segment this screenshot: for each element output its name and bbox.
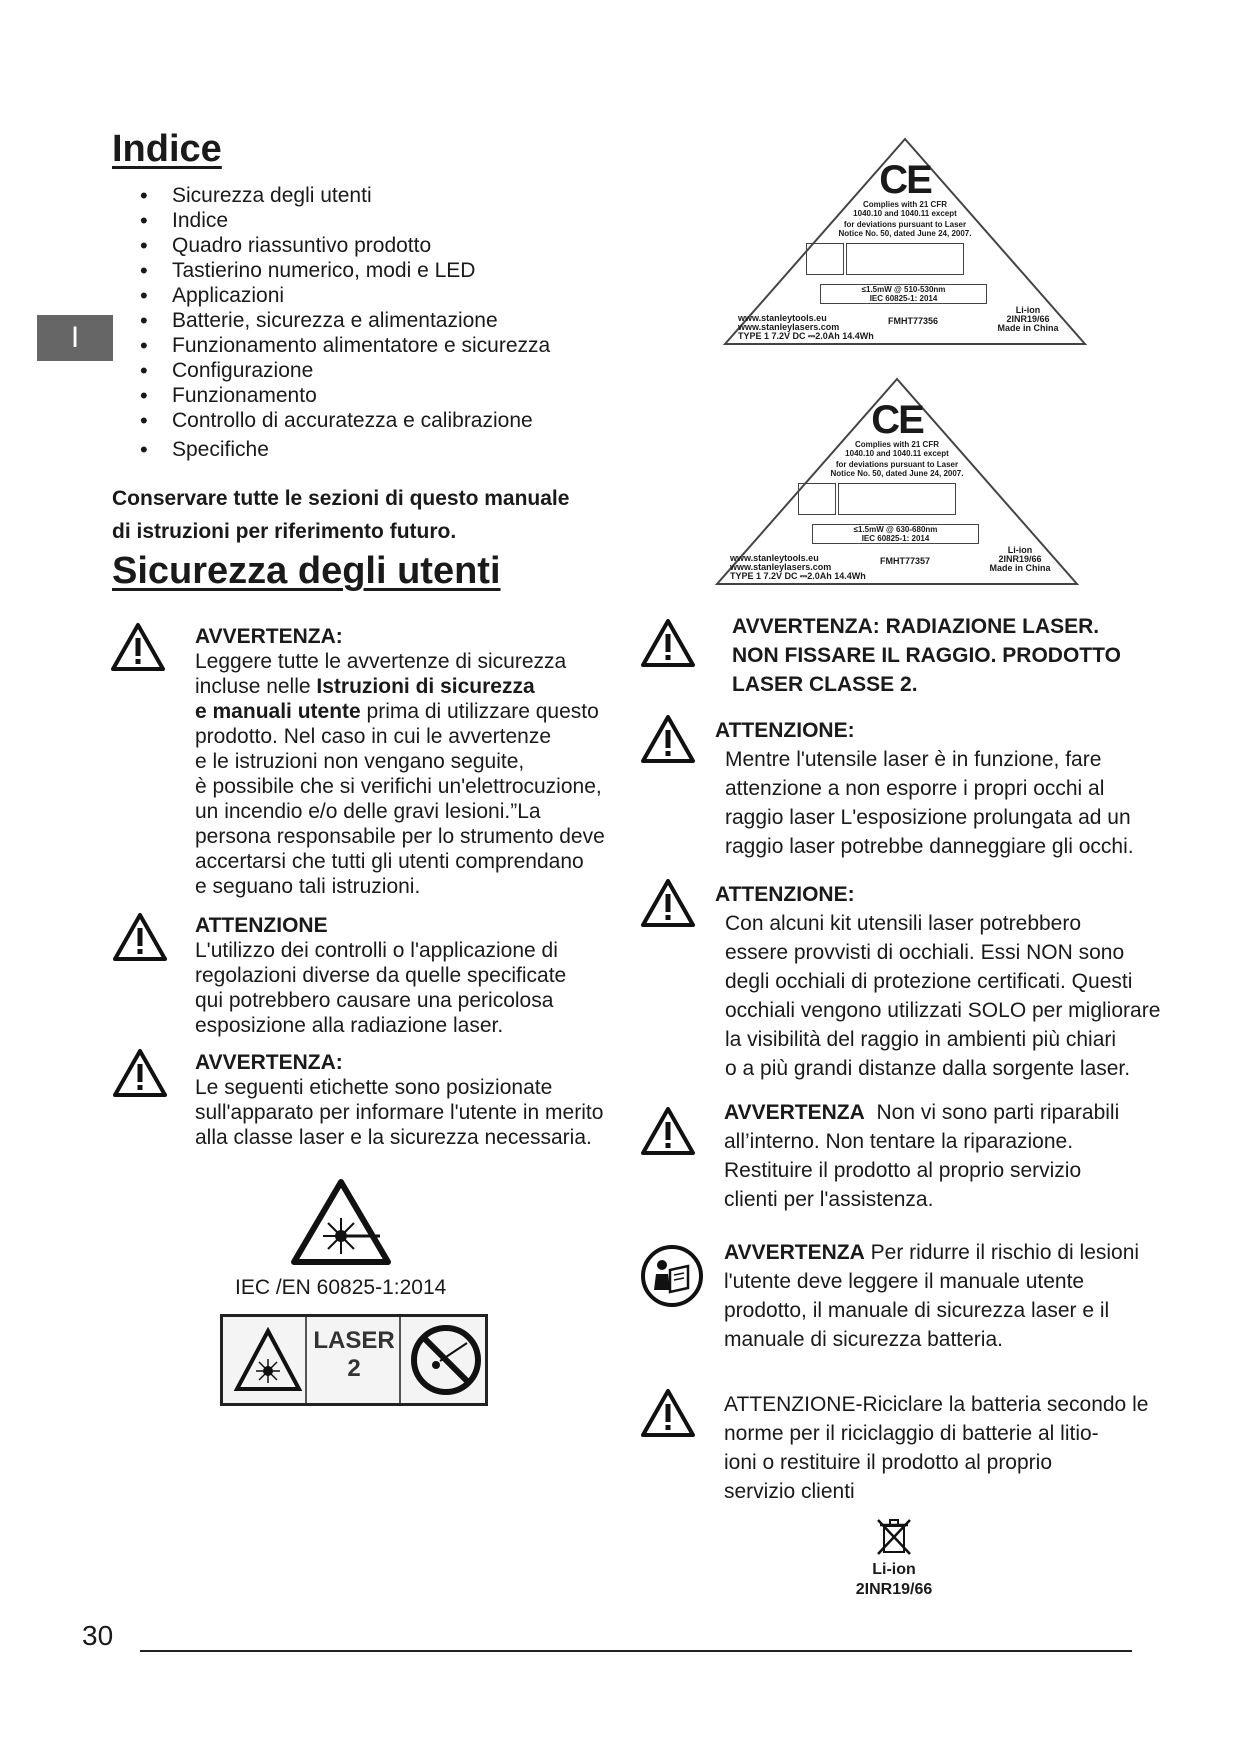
toc-title: Indice <box>112 128 222 170</box>
toc-item[interactable]: • Indice <box>112 208 632 233</box>
warning-triangle-icon <box>110 622 166 672</box>
caution-controls: ATTENZIONE L'utilizzo dei controlli o l'applicazione di regolazioni diverse da quelle specificate qui potrebbero causare una pericolosa esposizione alla radiazione laser. <box>195 914 567 1037</box>
caution-glasses: ATTENZIONE: Con alcuni kit utensili laser potrebbero essere provvisti di occhiali. Essi NON sono degli occhiali di protezione certificati. Questi occhiali vengono utilizzati SOLO per migliorare la visibilità del raggio in ambienti più chiari o a più grandi distanze dalla sorgente laser. <box>715 883 1161 1080</box>
warning-triangle-icon <box>640 714 696 764</box>
warning-triangle-icon <box>112 912 168 962</box>
battery-mark: Li-ion 2INR19/66 <box>855 1561 933 1598</box>
footer-rule <box>140 1650 1132 1652</box>
warning-no-serviceable-parts: AVVERTENZA Non vi sono parti riparabili all’interno. Non tentare la riparazione. Restituire il prodotto al proprio servizio clienti per l'assistenza. <box>724 1101 1120 1211</box>
warning-triangle-icon <box>640 878 696 928</box>
warning-read-instructions: AVVERTENZA: Leggere tutte le avvertenze di sicurezza incluse nelle Istruzioni di sicurezza e manuali utente prima di utilizzare questo prodotto. Nel caso in cui le avvertenze e le istruzioni non vengano seguite, è possibile che si verifichi un'elettrocuzione, un incendio e/o delle gravi lesioni.”La persona responsabile per lo strumento deve accertarsi che tutti gli utenti comprendano e seguano tali istruzioni. <box>195 625 605 898</box>
iec-standard: IEC /EN 60825-1:2014 <box>235 1276 447 1299</box>
toc-item[interactable]: • Configurazione <box>112 358 632 383</box>
laser-radiation-icon <box>233 1327 303 1393</box>
warning-labels-info: AVVERTENZA: Le seguenti etichette sono posizionate sull'apparato per informare l'utente in merito alla classe laser e la sicurezza necessaria. <box>195 1051 604 1149</box>
toc-item[interactable]: • Applicazioni <box>112 283 632 308</box>
keep-manual-note: Conservare tutte le sezioni di questo manuale di istruzioni per riferimento futuro. <box>112 487 570 543</box>
warning-triangle-icon <box>112 1048 168 1098</box>
laser-radiation-warning: AVVERTENZA: RADIAZIONE LASER. NON FISSARE IL RAGGIO. PRODOTTO LASER CLASSE 2. <box>732 615 1121 696</box>
laser-class-label <box>220 1314 488 1406</box>
read-manual-icon <box>640 1244 704 1308</box>
caution-recycle-battery: ATTENZIONE-Riciclare la batteria secondo le norme per il riciclaggio di batterie al litio- ioni o restituire il prodotto al proprio servizio clienti <box>724 1393 1149 1503</box>
warning-read-manual: AVVERTENZA Per ridurre il rischio di lesioni l'utente deve leggere il manuale utente prodotto, il manuale di sicurezza laser e il manuale di sicurezza batteria. <box>724 1241 1140 1351</box>
warning-triangle-icon <box>640 1106 696 1156</box>
toc-list <box>112 183 632 462</box>
laser-class-mini-label <box>838 483 956 515</box>
laser-radiation-icon <box>290 1178 392 1266</box>
laser-class-number: 2 <box>347 1355 361 1382</box>
toc-item[interactable]: • Quadro riassuntivo prodotto <box>112 233 632 258</box>
toc-item[interactable]: • Funzionamento <box>112 383 632 408</box>
toc-item[interactable]: • Specifiche <box>112 437 632 462</box>
do-not-stare-icon <box>409 1323 483 1397</box>
language-tab: I <box>37 315 113 361</box>
toc-item[interactable]: • Funzionamento alimentatore e sicurezza <box>112 333 632 358</box>
product-label-2: CE Complies with 21 CFR 1040.10 and 1040.11 except for deviations pursuant to Laser Notice No. 50, dated June 24, 2007. ≤1.5mW @ 630-680nm IEC 60825-1: 2014 www.stanleytools.eu www.stanleylasers.com TYPE 1 7.2V DC ⎓2.0Ah 14.4Wh FMHT77357 Li-ion 2INR19/66 Made in China <box>712 376 1082 592</box>
page-number: 30 <box>82 1620 114 1651</box>
laser-word: LASER <box>313 1327 395 1354</box>
toc-item[interactable]: • Controllo di accuratezza e calibrazione <box>112 408 632 433</box>
toc-item[interactable]: • Batterie, sicurezza e alimentazione <box>112 308 632 333</box>
laser-class-mini-label <box>846 243 964 275</box>
ce-mark: CE <box>879 158 931 202</box>
product-label-1: CE Complies with 21 CFR 1040.10 and 1040.11 except for deviations pursuant to Laser Notice No. 50, dated June 24, 2007. ≤1.5mW @ 510-530nm IEC 60825-1: 2014 www.stanleytools.eu www.stanleylasers.com TYPE 1 7.2V DC ⎓2.0Ah 14.4Wh FMHT77356 Li-ion 2INR19/66 Made in China <box>720 136 1090 352</box>
ce-mark: CE <box>871 398 923 442</box>
warning-triangle-icon <box>640 618 696 668</box>
toc-item[interactable]: • Sicurezza degli utenti <box>112 183 632 208</box>
safety-title: Sicurezza degli utenti <box>112 550 501 592</box>
eye-hazard-icon <box>798 483 836 515</box>
warning-triangle-icon <box>640 1388 696 1438</box>
eye-hazard-icon <box>806 243 844 275</box>
toc-item[interactable]: • Tastierino numerico, modi e LED <box>112 258 632 283</box>
crossed-bin-icon <box>872 1514 916 1558</box>
caution-eye-exposure: ATTENZIONE: Mentre l'utensile laser è in funzione, fare attenzione a non esporre i propri occhi al raggio laser L'esposizione prolungata ad un raggio laser potrebbe danneggiare gli occhi. <box>715 719 1134 858</box>
